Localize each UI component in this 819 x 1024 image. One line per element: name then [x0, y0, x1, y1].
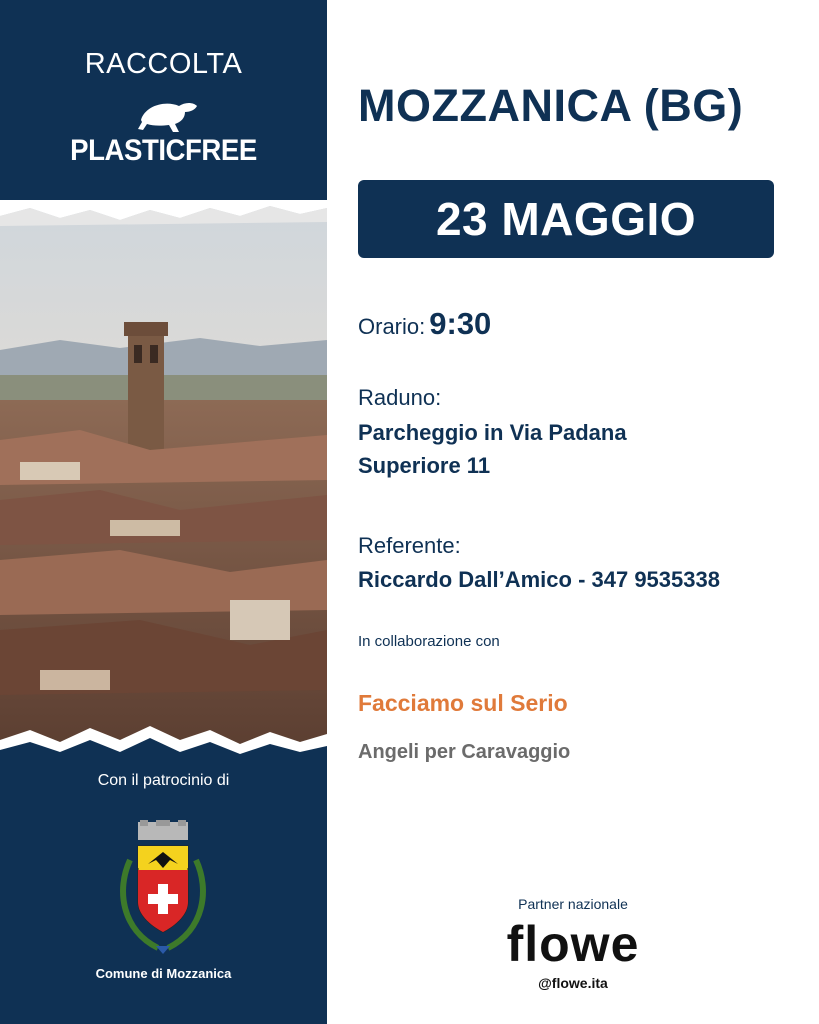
collab-org-facciamo: Facciamo sul Serio [358, 690, 568, 716]
time-value: 9:30 [429, 306, 492, 341]
meeting-line1: Parcheggio in Via Padana [358, 420, 627, 445]
flowe-logo: flowe [506, 916, 640, 972]
flowe-handle: @flowe.ita [538, 975, 608, 991]
municipality-name: Comune di Mozzanica [95, 966, 232, 981]
town-photo [0, 200, 327, 760]
event-date: 23 MAGGIO [435, 193, 697, 245]
time-row [358, 306, 491, 342]
collab-label: In collaborazione con [358, 633, 500, 650]
collab-org-angeli: Angeli per Caravaggio [358, 741, 571, 763]
meeting-line2: Superiore 11 [358, 453, 491, 478]
patronage-label: Con il patrocinio di [97, 772, 230, 789]
meeting-label: Raduno: [358, 385, 442, 410]
contact-label: Referente: [358, 533, 461, 558]
turtle-icon [135, 94, 201, 136]
sidebar [0, 0, 327, 1024]
town-title: MOZZANICA (BG) [358, 80, 744, 131]
date-banner [358, 180, 774, 258]
coat-of-arms [108, 820, 218, 960]
contact-value: Riccardo Dall’Amico - 347 9535338 [358, 567, 720, 592]
event-details [327, 0, 819, 1024]
partner-label: Partner nazionale [518, 896, 628, 912]
time-label: Orario: [358, 314, 426, 339]
plasticfree-logo: PLASTICFREE [70, 134, 257, 167]
raccolta-label: RACCOLTA [84, 48, 243, 80]
